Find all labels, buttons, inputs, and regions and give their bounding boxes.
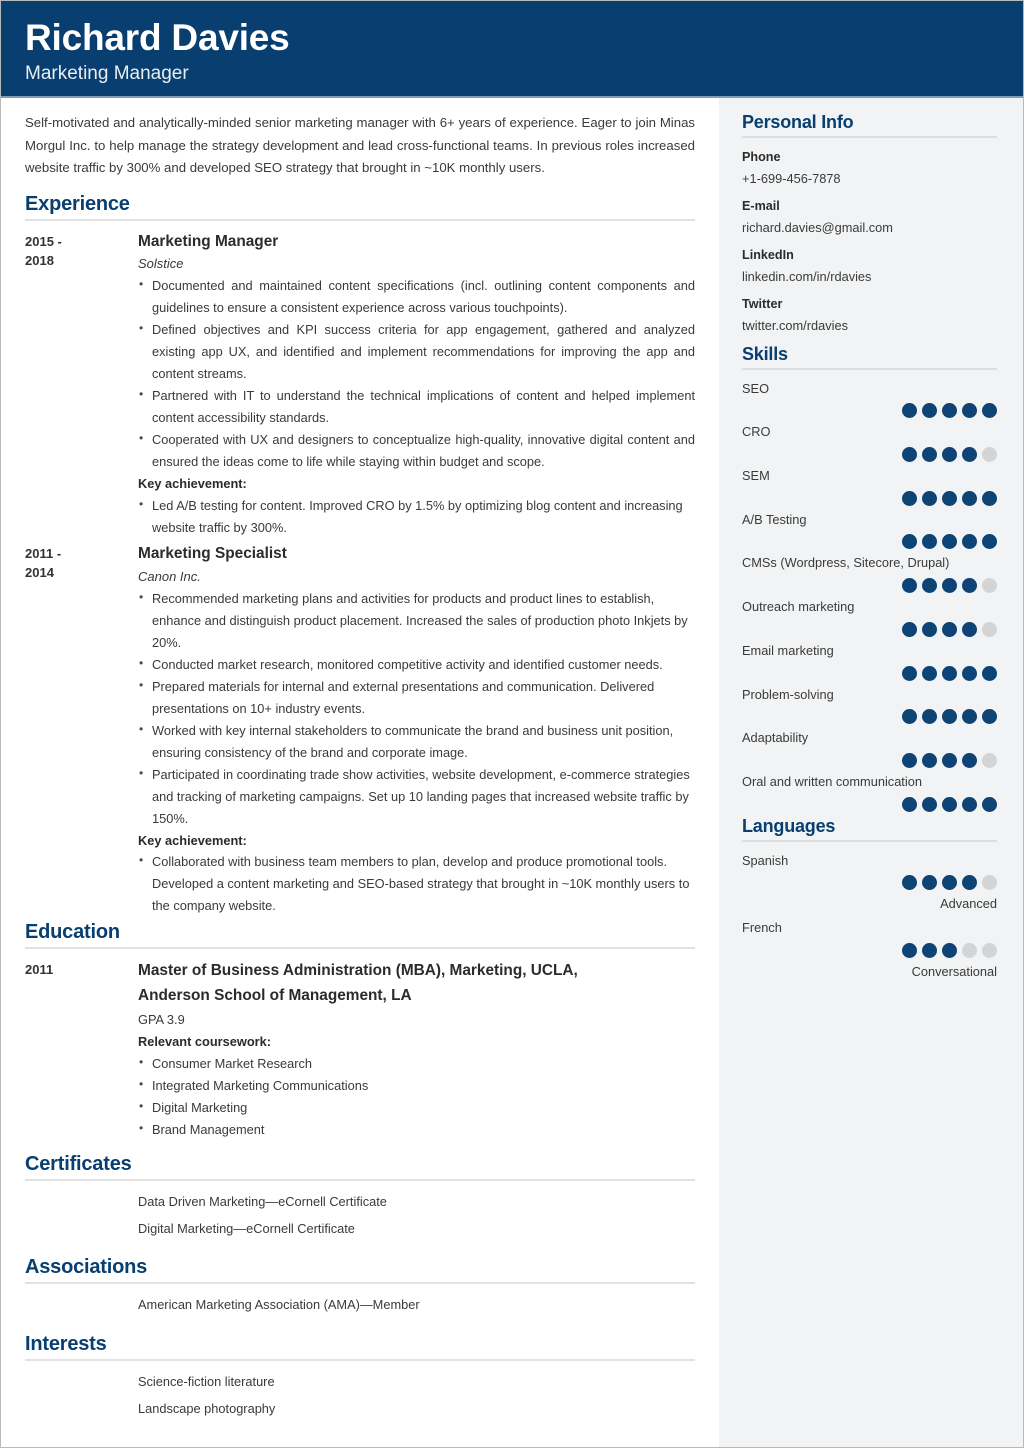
rating-dot-filled [922,491,937,506]
rating-dot-filled [922,403,937,418]
education-date: 2011 [25,962,54,978]
rating-dot-empty [962,943,977,958]
skill-name: SEO [742,380,770,396]
experience-date [25,231,138,539]
rating-dot-filled [922,578,937,593]
skill-row [742,379,997,419]
experience-date [25,543,138,917]
personal-info-value[interactable]: richard.davies@gmail.com [742,220,893,236]
interest-row [25,1398,695,1420]
key-achievement-list [138,495,695,539]
rating-dot-filled [902,578,917,593]
rating-dot-filled [902,534,917,549]
section-divider [25,219,695,221]
rating-dot-empty [982,578,997,593]
rating-dot-filled [942,943,957,958]
experience-bullet-list [138,275,695,473]
certificate-item: Digital Marketing—eCornell Certificate [138,1220,355,1236]
list-item: • Brand Management [138,1119,695,1141]
skill-name: Adaptability [742,730,809,746]
date-line-end: 2014 [25,565,54,581]
list-item: • Cooperated with UX and designers to conceptualize high-quality, innovative digital content and ensured the ideas come to life while staying within budget and scope. [138,429,695,473]
section-heading-associations: Associations [25,1256,148,1279]
personal-info-field [742,196,997,238]
personal-info-label: Twitter [742,297,783,312]
experience-details [138,543,695,917]
rating-dot-filled [922,943,937,958]
list-item: • Led A/B testing for content. Improved CRO by 1.5% by optimizing blog content and increasing website traffic by 300%. [138,495,695,539]
rating-dot-filled [942,797,957,812]
rating-dots [742,943,997,958]
language-row [742,851,997,915]
sidebar-section-skills [742,344,997,812]
coursework-label: Relevant coursework: [138,1034,271,1050]
list-item: • Integrated Marketing Communications [138,1075,695,1097]
experience-entry [25,231,695,539]
personal-info-value: +1-699-456-7878 [742,170,841,186]
rating-dot-filled [982,709,997,724]
skill-row [742,641,997,681]
key-achievement-list [138,851,695,917]
coursework-list [138,1053,695,1141]
rating-dot-filled [902,709,917,724]
sidebar-heading-languages: Languages [742,815,836,836]
skill-row [742,772,997,812]
rating-dots [742,666,997,681]
rating-dot-empty [982,622,997,637]
spacer [25,1321,695,1333]
rating-dot-filled [942,709,957,724]
experience-job-title: Marketing Manager [138,233,279,251]
candidate-job-title: Marketing Manager [25,63,189,85]
association-item: American Marketing Association (AMA)—Member [138,1297,420,1313]
rating-dot-filled [942,753,957,768]
section-heading-experience: Experience [25,193,130,216]
education-degree-line-2: Anderson School of Management, LA [138,987,412,1005]
list-item: • Documented and maintained content specifications (incl. outlining content components and guidelines to ensure a consistent experience across various touchpoints). [138,275,695,319]
list-item: • Consumer Market Research [138,1053,695,1075]
rating-dot-filled [922,534,937,549]
experience-entry [25,543,695,917]
sidebar-divider [742,368,997,370]
rating-dot-filled [982,666,997,681]
rating-dot-filled [922,447,937,462]
rating-dot-filled [962,622,977,637]
rating-dot-filled [902,622,917,637]
education-entry [25,959,695,1140]
section-certificates [25,1153,695,1240]
section-heading-certificates: Certificates [25,1152,132,1175]
sidebar-section-personal-info [742,112,997,337]
language-name: Spanish [742,852,789,868]
rating-dot-filled [902,666,917,681]
list-item: • Digital Marketing [138,1097,695,1119]
rating-dot-filled [942,491,957,506]
skill-row [742,685,997,725]
section-heading-interests: Interests [25,1333,107,1356]
rating-dots [742,753,997,768]
skill-name: CRO [742,424,771,440]
personal-info-field [742,294,997,336]
interest-item: Landscape photography [138,1400,276,1416]
experience-company: Solstice [138,256,184,272]
sidebar-section-languages [742,816,997,982]
language-level: Conversational [911,963,997,979]
resume-body [1,98,1023,1447]
rating-dot-filled [902,447,917,462]
list-item: • Recommended marketing plans and activities for products and product lines to establish, enhance and distinguish product placement. Increased the sales of production photo Inkjets by 20%. [138,588,695,654]
sidebar-heading-personal-info: Personal Info [742,112,854,132]
rating-dots [742,578,997,593]
personal-info-value[interactable]: twitter.com/rdavies [742,318,848,334]
resume-header [1,1,1023,98]
candidate-name: Richard Davies [25,17,290,58]
row-indent [25,1371,138,1393]
rating-dot-filled [962,875,977,890]
section-divider [25,1359,695,1361]
association-row [25,1294,695,1316]
personal-info-value[interactable]: linkedin.com/in/rdavies [742,269,872,285]
experience-bullet-list [138,588,695,830]
experience-company: Canon Inc. [138,568,201,584]
section-divider [25,1179,695,1181]
language-row [742,918,997,982]
skill-row [742,422,997,462]
skill-name: A/B Testing [742,511,807,527]
rating-dots [742,622,997,637]
education-degree-line-1: Master of Business Administration (MBA), Marketing, UCLA, [138,962,578,980]
list-item: • Prepared materials for internal and external presentations and communication. Delivered presentations on 10+ industry events. [138,676,695,720]
skill-name: Problem-solving [742,686,834,702]
experience-job-title: Marketing Specialist [138,545,287,563]
rating-dot-filled [962,709,977,724]
rating-dot-filled [942,622,957,637]
key-achievement-label: Key achievement: [138,832,247,848]
skill-row [742,510,997,550]
list-item: • Worked with key internal stakeholders to communicate the brand and business unit position, ensuring consistency of the brand and corporate image. [138,720,695,764]
section-heading-education: Education [25,921,120,944]
skill-name: Email marketing [742,642,834,658]
rating-dot-filled [942,534,957,549]
section-education [25,921,695,1140]
rating-dot-filled [902,753,917,768]
date-line-start: 2015 - [25,234,62,250]
rating-dots [742,797,997,812]
rating-dot-filled [942,666,957,681]
rating-dot-filled [922,666,937,681]
list-item: • Partnered with IT to understand the technical implications of content and helped implement content accessibility standards. [138,385,695,429]
skill-row [742,553,997,593]
rating-dots [742,491,997,506]
rating-dot-filled [922,753,937,768]
section-divider [25,947,695,949]
rating-dots [742,403,997,418]
rating-dot-empty [982,943,997,958]
rating-dot-filled [902,491,917,506]
rating-dot-empty [982,753,997,768]
rating-dot-filled [962,578,977,593]
spacer [25,1244,695,1256]
main-column [1,98,719,1447]
summary-paragraph: Self-motivated and analytically-minded senior marketing manager with 6+ years of experience. Eager to join Minas Morgul Inc. to help manage the strategy development and lead cross-functional teams. In previous roles increased website traffic by 300% and developed SEO strategy that brought in ~10K monthly users. [25,115,695,176]
languages-list [742,851,997,982]
sidebar-heading-skills: Skills [742,343,788,364]
sidebar-column [719,98,1023,1447]
key-achievement-label: Key achievement: [138,476,247,492]
personal-info-label: LinkedIn [742,248,794,263]
rating-dot-filled [942,403,957,418]
rating-dot-filled [942,578,957,593]
skill-row [742,728,997,768]
section-interests [25,1333,695,1420]
education-gpa: GPA 3.9 [138,1012,185,1028]
skill-row [742,597,997,637]
rating-dot-filled [982,534,997,549]
rating-dots [742,534,997,549]
rating-dot-filled [982,403,997,418]
rating-dots [742,875,997,890]
language-level: Advanced [940,896,997,912]
date-line-start: 2011 - [25,546,62,562]
list-item: • Collaborated with business team members to plan, develop and produce promotional tools. Developed a content marketing and SEO-based strategy that brought in ~10K monthly users to the company website. [138,851,695,917]
row-indent [25,1191,138,1213]
personal-info-label: Phone [742,150,781,164]
rating-dot-filled [982,491,997,506]
rating-dot-filled [982,797,997,812]
spacer [25,1145,695,1153]
language-name: French [742,920,782,936]
skills-list [742,379,997,812]
interest-row [25,1371,695,1393]
rating-dot-filled [962,797,977,812]
skill-name: Oral and written communication [742,773,922,789]
list-item: • Participated in coordinating trade show activities, website development, e-commerce strategies and tracking of marketing campaigns. Set up 10 landing pages that increased website traffic by 150%. [138,764,695,830]
rating-dot-filled [902,943,917,958]
certificate-row [25,1218,695,1240]
list-item: • Defined objectives and KPI success criteria for app engagement, gathered and analyzed existing app UX, and identified and implement recommendations for improving the app and content streams. [138,319,695,385]
rating-dot-filled [942,447,957,462]
skill-row [742,466,997,506]
rating-dot-filled [962,403,977,418]
rating-dot-empty [982,875,997,890]
rating-dot-filled [962,753,977,768]
personal-info-label: E-mail [742,199,780,214]
section-experience [25,193,695,917]
rating-dot-filled [962,447,977,462]
rating-dot-filled [902,797,917,812]
section-divider [25,1282,695,1284]
rating-dot-filled [902,403,917,418]
experience-details [138,231,695,539]
row-indent [25,1398,138,1420]
certificate-row [25,1191,695,1213]
rating-dot-filled [942,875,957,890]
skill-name: CMSs (Wordpress, Sitecore, Drupal) [742,555,950,571]
rating-dot-filled [922,875,937,890]
rating-dot-filled [922,709,937,724]
interest-item: Science-fiction literature [138,1374,275,1390]
education-details [138,959,695,1140]
row-indent [25,1218,138,1240]
personal-info-field [742,147,997,189]
rating-dot-filled [902,875,917,890]
skill-name: Outreach marketing [742,599,855,615]
rating-dot-filled [962,491,977,506]
section-associations [25,1256,695,1316]
rating-dot-filled [922,622,937,637]
personal-info-field [742,245,997,287]
list-item: • Conducted market research, monitored competitive activity and identified customer needs. [138,654,695,676]
rating-dots [742,447,997,462]
skill-name: SEM [742,467,770,483]
rating-dots [742,709,997,724]
rating-dot-filled [922,797,937,812]
date-line-end: 2018 [25,252,54,268]
rating-dot-filled [962,666,977,681]
certificate-item: Data Driven Marketing—eCornell Certificate [138,1193,387,1209]
rating-dot-empty [982,447,997,462]
rating-dot-filled [962,534,977,549]
row-indent [25,1294,138,1316]
sidebar-divider [742,136,997,138]
sidebar-divider [742,840,997,842]
